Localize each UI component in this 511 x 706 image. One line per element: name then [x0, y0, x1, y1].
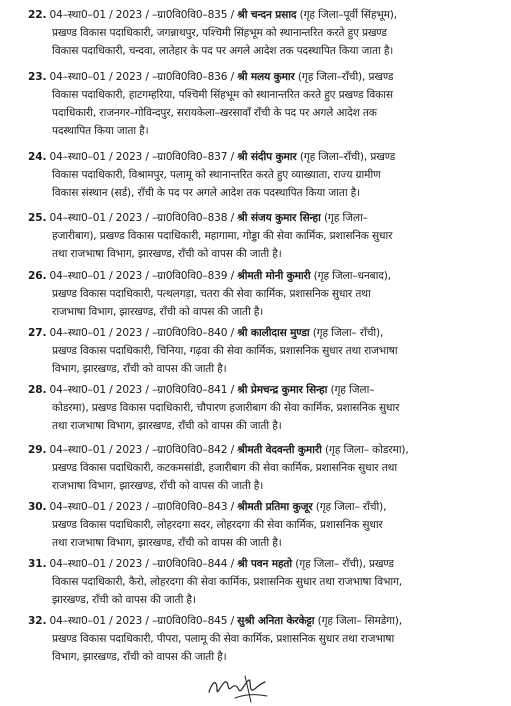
entry-text-line: विकास संस्थान (सर्ड), राँची के पद पर अगले आदेश तक पदस्थापित किया जाता है।	[52, 187, 360, 199]
entry-number: 27.	[28, 327, 47, 339]
order-reference: 04–स्था0–01 / 2023 / –ग्रा0वि0वि0–840 /	[49, 327, 234, 339]
entry-first-line	[28, 211, 368, 225]
officer-name: सुश्री अनिता केरकेट्टा	[237, 615, 315, 627]
entry-number: 29.	[28, 444, 47, 456]
entry-text-line: राजभाषा विभाग, झारखण्ड, राँची को वापस की जाती है।	[52, 306, 264, 318]
home-district: (गृह जिला–पूर्वी सिंहभूम),	[299, 9, 397, 21]
entry-first-line	[28, 443, 409, 457]
entry-text-line: प्रखण्ड विकास पदाधिकारी, कटकमसांडी, हजारीबाग की सेवा कार्मिक, प्रशासनिक सुधार तथा	[52, 462, 397, 474]
order-reference: 04–स्था0–01 / 2023 / –ग्रा0वि0वि0–845 /	[49, 615, 234, 627]
officer-name: श्री पवन महतो	[237, 558, 293, 570]
entry-text-line: तथा राजभाषा विभाग, झारखण्ड, राँची को वापस की जाती है।	[52, 248, 282, 260]
entry-first-line	[28, 70, 393, 84]
home-district: (गृह जिला–राँची), प्रखण्ड	[297, 71, 394, 83]
officer-name: श्रीमती प्रतिमा कुजूर	[237, 501, 313, 513]
order-reference: 04–स्था0–01 / 2023 / –ग्रा0वि0वि0–836 /	[49, 71, 234, 83]
entry-text-line: विकास पदाधिकारी, कैरो, लोहरदगा की सेवा कार्मिक, प्रशासनिक सुधार तथा राजभाषा विभाग,	[52, 576, 403, 588]
entry-first-line	[28, 8, 397, 22]
home-district: (गृह जिला– कोडरमा),	[324, 444, 409, 456]
officer-name: श्री कालीदास मुण्डा	[237, 327, 310, 339]
officer-name: श्री संजय कुमार सिन्हा	[237, 212, 321, 224]
entry-text-line: पदाधिकारी, राजनगर–गोविन्दपुर, सरायकेला–खरसावाँ राँची के पद पर अगले आदेश तक	[52, 107, 377, 119]
entry-first-line	[28, 383, 374, 397]
entry-number: 32.	[28, 615, 47, 627]
entry-text-line: हजारीबाग), प्रखण्ड विकास पदाधिकारी, महागामा, गोड्डा की सेवा कार्मिक, प्रशासनिक सुधार	[52, 230, 393, 242]
entry-number: 31.	[28, 558, 47, 570]
order-reference: 04–स्था0–01 / 2023 / –ग्रा0वि0वि0–835 /	[49, 9, 234, 21]
home-district: (गृह जिला–राँची), प्रखण्ड	[299, 151, 396, 163]
order-reference: 04–स्था0–01 / 2023 / –ग्रा0वि0वि0–838 /	[49, 212, 234, 224]
entry-text-line: पदस्थापित किया जाता है।	[52, 125, 149, 137]
order-reference: 04–स्था0–01 / 2023 / –ग्रा0वि0वि0–839 /	[49, 270, 234, 282]
entry-first-line	[28, 557, 394, 571]
officer-name: श्रीमती मोनी कुमारी	[237, 270, 311, 282]
entry-first-line	[28, 614, 402, 628]
handwritten-signature	[205, 672, 275, 706]
order-reference: 04–स्था0–01 / 2023 / –ग्रा0वि0वि0–842 /	[49, 444, 234, 456]
entry-text-line: प्रखण्ड विकास पदाधिकारी, पीपरा, पलामू की सेवा कार्मिक, प्रशासनिक सुधार तथा राजभाषा	[52, 633, 395, 645]
home-district: (गृह जिला– राँची),	[312, 327, 384, 339]
entry-text-line: तथा राजभाषा विभाग, झारखण्ड, राँची को वापस की जाती है।	[52, 537, 282, 549]
home-district: (गृह जिला– राँची),	[315, 501, 387, 513]
entry-number: 22.	[28, 9, 47, 21]
entry-number: 23.	[28, 71, 47, 83]
entry-number: 30.	[28, 501, 47, 513]
home-district: (गृह जिला– सिमडेगा),	[317, 615, 402, 627]
entry-first-line	[28, 150, 395, 164]
entry-number: 25.	[28, 212, 47, 224]
order-reference: 04–स्था0–01 / 2023 / –ग्रा0वि0वि0–841 /	[49, 384, 234, 396]
entry-number: 24.	[28, 151, 47, 163]
officer-name: श्री मलय कुमार	[237, 71, 295, 83]
entry-first-line	[28, 326, 383, 340]
entry-text-line: विकास पदाधिकारी, विश्रामपुर, पलामू को स्थानान्तरित करते हुए व्याख्याता, राज्य ग्रामीण	[52, 169, 381, 181]
officer-name: श्री चन्दन प्रसाद	[237, 9, 297, 21]
entry-number: 26.	[28, 270, 47, 282]
entry-text-line: प्रखण्ड विकास पदाधिकारी, चिनिया, गढ़वा की सेवा कार्मिक, प्रशासनिक सुधार तथा राजभाषा	[52, 345, 398, 357]
entry-first-line	[28, 269, 391, 283]
order-reference: 04–स्था0–01 / 2023 / –ग्रा0वि0वि0–837 /	[49, 151, 234, 163]
entry-text-line: विभाग, झारखण्ड, राँची को वापस की जाती है।	[52, 363, 227, 375]
entry-text-line: कोडरमा), प्रखण्ड विकास पदाधिकारी, चौपारण हजारीबाग की सेवा कार्मिक, प्रशासनिक सुधार	[52, 402, 400, 414]
entry-text-line: झारखण्ड, राँची को वापस की जाती है।	[52, 594, 196, 606]
entry-text-line: प्रखण्ड विकास पदाधिकारी, लोहरदगा सदर, लोहरदगा की सेवा कार्मिक, प्रशासनिक सुधार	[52, 519, 383, 531]
entry-text-line: विकास पदाधिकारी, हाटगम्हरिया, पश्चिमी सिंहभूम को स्थानान्तरित करते हुए प्रखण्ड विकास	[52, 89, 393, 101]
entry-first-line	[28, 500, 386, 514]
officer-name: श्रीमती वेदवन्ती कुमारी	[237, 444, 322, 456]
officer-name: श्री प्रेमचन्द्र कुमार सिन्हा	[237, 384, 328, 396]
entry-text-line: राजभाषा विभाग, झारखण्ड, राँची को वापस की जाती है।	[52, 480, 264, 492]
order-reference: 04–स्था0–01 / 2023 / –ग्रा0वि0वि0–844 /	[49, 558, 234, 570]
home-district: (गृह जिला– राँची), प्रखण्ड	[295, 558, 394, 570]
home-district: (गृह जिला–	[323, 212, 368, 224]
entry-text-line: प्रखण्ड विकास पदाधिकारी, पत्थलगड़ा, चतरा की सेवा कार्मिक, प्रशासनिक सुधार तथा	[52, 288, 371, 300]
entry-text-line: तथा राजभाषा विभाग, झारखण्ड, राँची को वापस की जाती है।	[52, 420, 282, 432]
entry-number: 28.	[28, 384, 47, 396]
entry-text-line: प्रखण्ड विकास पदाधिकारी, जगन्नाथपुर, पश्चिमी सिंहभूम को स्थानान्तरित करते हुए प्रखण्ड	[52, 27, 387, 39]
entry-text-line: विकास पदाधिकारी, चन्दवा, लातेहार के पद पर अगले आदेश तक पदस्थापित किया जाता है।	[52, 45, 394, 57]
home-district: (गृह जिला–धनबाद),	[313, 270, 391, 282]
order-reference: 04–स्था0–01 / 2023 / –ग्रा0वि0वि0–843 /	[49, 501, 234, 513]
officer-name: श्री संदीप कुमार	[237, 151, 297, 163]
entry-text-line: विभाग, झारखण्ड, राँची को वापस की जाती है।	[52, 651, 227, 663]
home-district: (गृह जिला–	[330, 384, 375, 396]
